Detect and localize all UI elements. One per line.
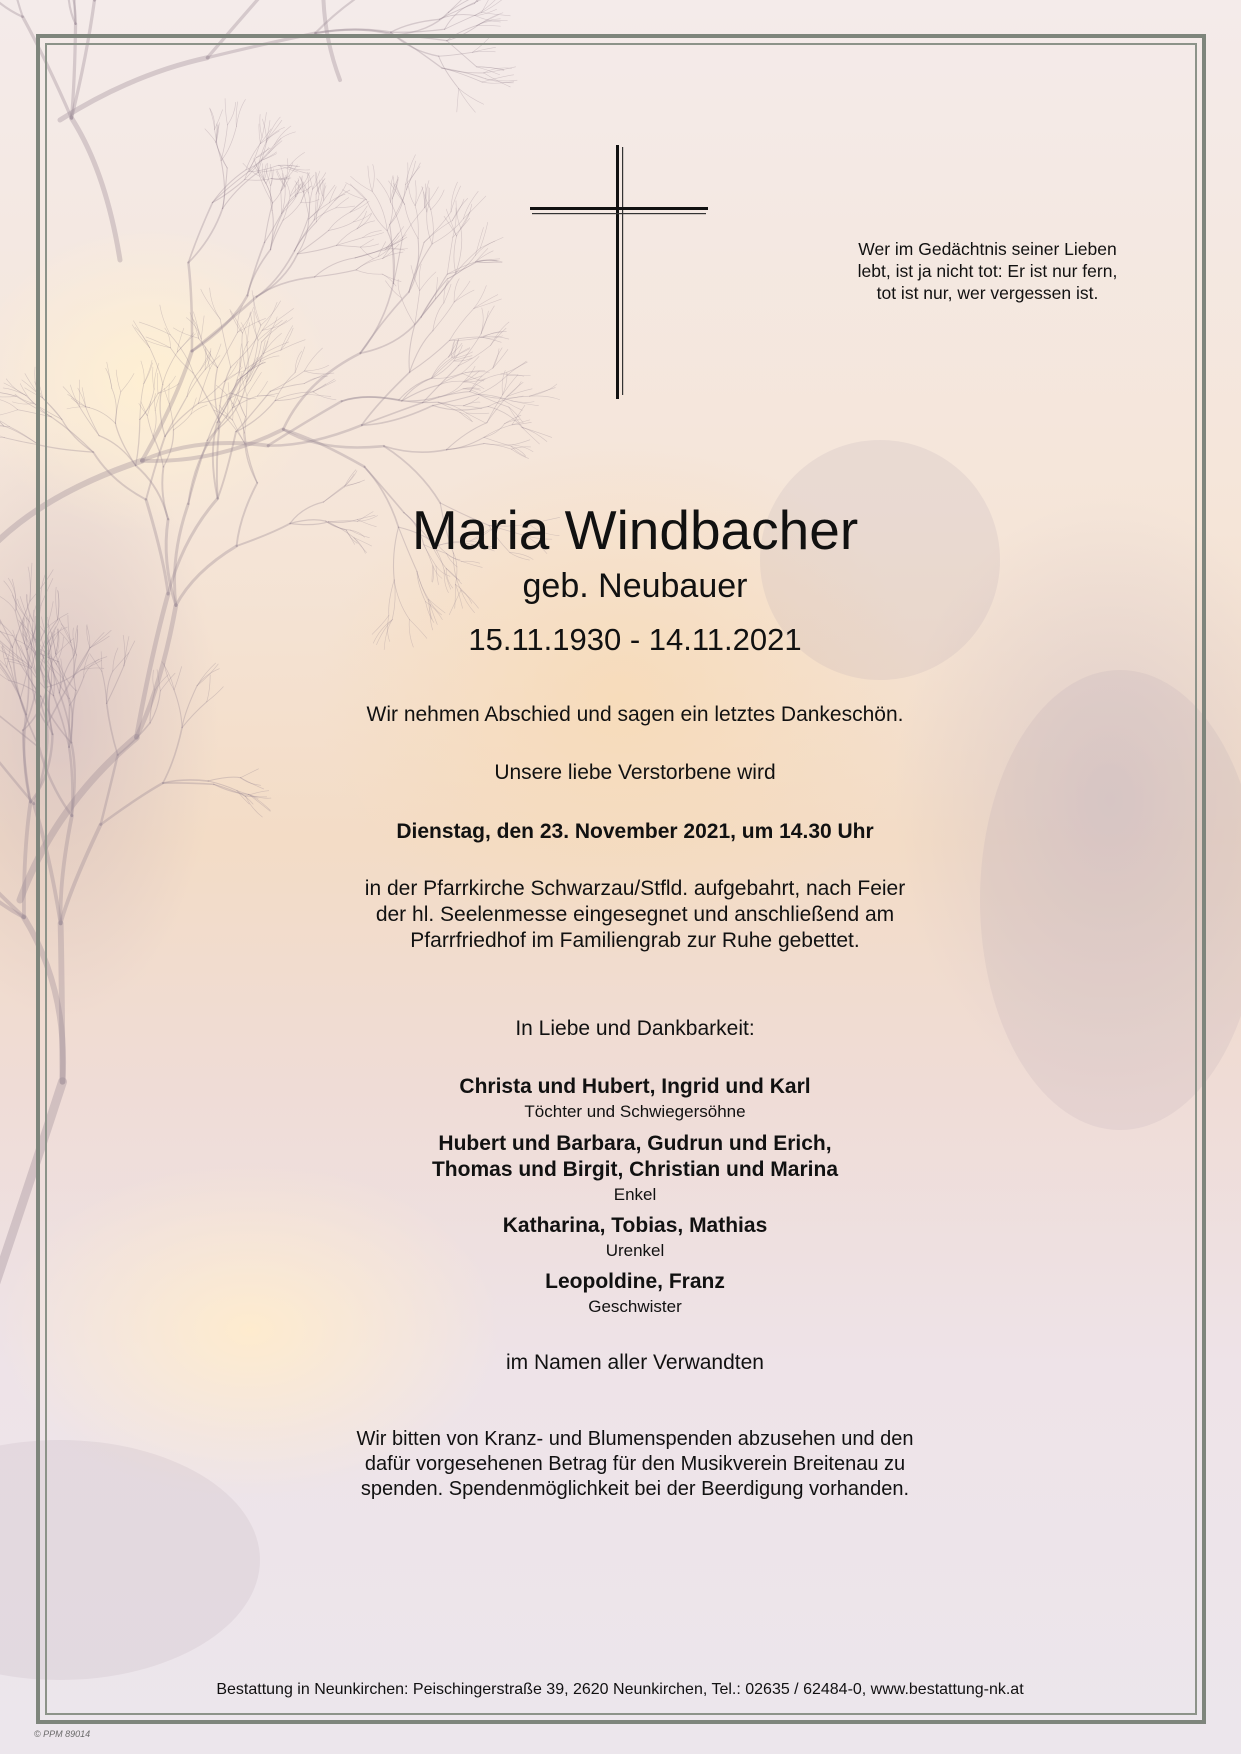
tree-branch	[0, 410, 18, 416]
tree-branch	[0, 398, 18, 409]
tree-branch	[477, 0, 500, 2]
tree-branch	[24, 802, 31, 917]
tree-branch	[0, 416, 9, 426]
funeral-home-footer: Bestattung in Neunkirchen: Peischingerstraße 39, 2620 Neunkirchen, Tel.: 02635 / 62484-0, www.bestattung-nk.at	[216, 1681, 1024, 1698]
donation-request: Wir bitten von Kranz- und Blumenspenden abzusehen und den dafür vorgesehenen Betrag für den Musikverein Breitenau zu spenden. Spendenmöglichkeit bei der Beerdigung vorhanden.	[356, 1428, 914, 1500]
mourner-names: Leopoldine, Franz	[545, 1270, 725, 1293]
mourner-relation: Urenkel	[605, 1241, 665, 1260]
tree-branch	[0, 430, 4, 437]
tree-branch	[4, 426, 39, 445]
mourner-relation: Enkel	[613, 1185, 657, 1204]
mourner-names: Katharina, Tobias, Mathias	[502, 1214, 768, 1237]
on-behalf-text: im Namen aller Verwandten	[506, 1351, 764, 1374]
ceremony-date-time: Dienstag, den 23. November 2021, um 14.30 Uhr	[396, 820, 874, 843]
deceased-name: Maria Windbacher	[411, 499, 859, 561]
tree-branch	[0, 607, 12, 648]
tree-branch	[4, 581, 17, 609]
farewell-text: Wir nehmen Abschied und sagen ein letztes Dankeschön.	[366, 703, 904, 726]
mourner-names: Christa und Hubert, Ingrid und Karl	[459, 1075, 811, 1098]
mourner-names: Hubert und Barbara, Gudrun und Erich, Thomas und Birgit, Christian und Marina	[431, 1132, 838, 1181]
tree-branch	[24, 715, 30, 803]
maiden-name: geb. Neubauer	[522, 567, 748, 605]
tree-branch	[3, 388, 26, 396]
tree-branch	[15, 394, 33, 403]
announcement-intro: Unsere liebe Verstorbene wird	[494, 761, 776, 784]
tree-branch	[94, 0, 146, 1]
gratitude-heading: In Liebe und Dankbarkeit:	[515, 1017, 755, 1040]
mourner-relation: Geschwister	[588, 1297, 682, 1316]
tree-branch	[75, 0, 80, 24]
print-imprint: © PPM 89014	[34, 1729, 91, 1739]
tree-branch	[6, 379, 26, 396]
memorial-quote: Wer im Gedächtnis seiner Lieben lebt, ist ja nicht tot: Er ist nur fern, tot ist nur, wer vergessen ist.	[857, 239, 1118, 303]
mourner-relation: Töchter und Schwiegersöhne	[524, 1102, 746, 1121]
cross-icon	[530, 145, 708, 399]
tree-branch	[0, 621, 1, 650]
tree-branch	[477, 25, 501, 26]
tree-branch	[448, 0, 475, 12]
ceremony-details: in der Pfarrkirche Schwarzau/Stfld. aufgebahrt, nach Feier der hl. Seelenmesse eingesegnet und anschließend am Pfarrfriedhof im Familiengrab zur Ruhe gebettet.	[364, 877, 906, 952]
tree-branch	[477, 15, 499, 26]
life-dates: 15.11.1930 - 14.11.2021	[468, 622, 802, 657]
tree-branch	[16, 609, 27, 649]
